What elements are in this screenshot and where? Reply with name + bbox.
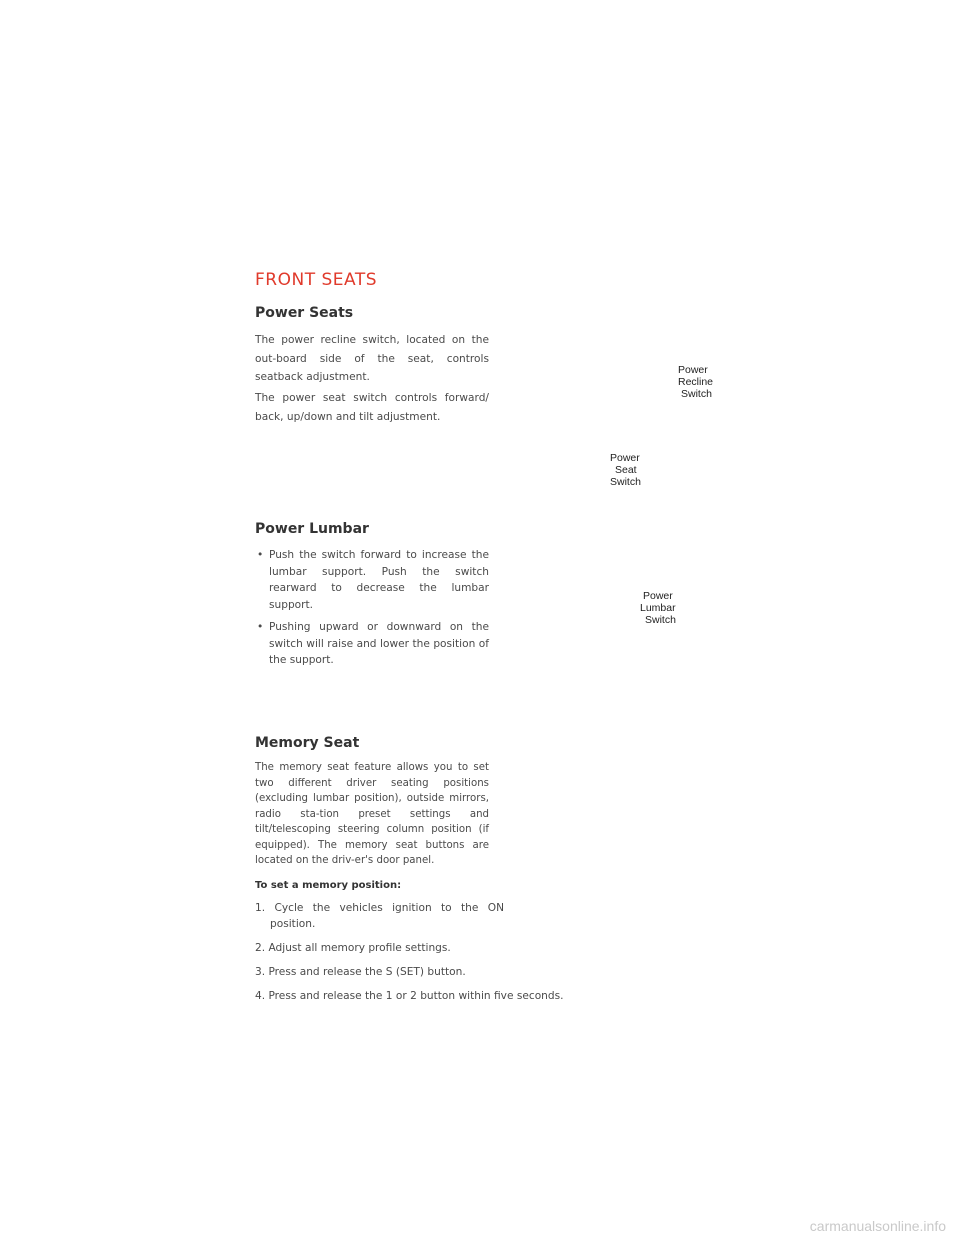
power-seats-paragraph-2: The power seat switch controls forward/ back, up/down and tilt adjustment. (255, 392, 489, 423)
power-lumbar-switch-label: Power Lumbar Switch (640, 590, 676, 626)
power-recline-switch-label: Power Recline Switch (678, 364, 714, 400)
watermark: carmanualsonline.info (809, 1218, 946, 1234)
memory-step: 3. Press and release the S (SET) button. (255, 966, 466, 978)
memory-step: 4. Press and release the 1 or 2 button within five seconds. (255, 990, 564, 1002)
section-title: FRONT SEATS (255, 270, 377, 290)
memory-seat-paragraph: The memory seat feature allows you to set two different driver seating positions (excluding lumbar position), outside mirrors, radio sta-tion preset settings and tilt/telescoping steering column position (if equipped). The memory seat buttons are located on the driv-er's door panel. (255, 762, 489, 866)
power-seats-heading: Power Seats (255, 305, 354, 321)
memory-step: 1. Cycle the vehicles ignition to the ON position. (255, 902, 504, 930)
power-seats-paragraph-1: The power recline switch, located on the out-board side of the seat, controls seatback adjustment. (255, 334, 489, 383)
power-lumbar-bullet: • Push the switch forward to increase the lumbar support. Push the switch rearward to decrease the lumbar support. (255, 547, 489, 613)
power-lumbar-heading: Power Lumbar (255, 521, 369, 537)
memory-steps-list (255, 900, 585, 1012)
memory-step: 2. Adjust all memory profile settings. (255, 942, 451, 954)
power-lumbar-bullet: • Pushing upward or downward on the switch will raise and lower the position of the support. (255, 619, 489, 669)
power-lumbar-bullet-list (255, 547, 489, 675)
power-seat-switch-label: Power Seat Switch (610, 452, 641, 488)
memory-seat-heading: Memory Seat (255, 735, 360, 751)
set-memory-subheading: To set a memory position: (255, 880, 402, 891)
